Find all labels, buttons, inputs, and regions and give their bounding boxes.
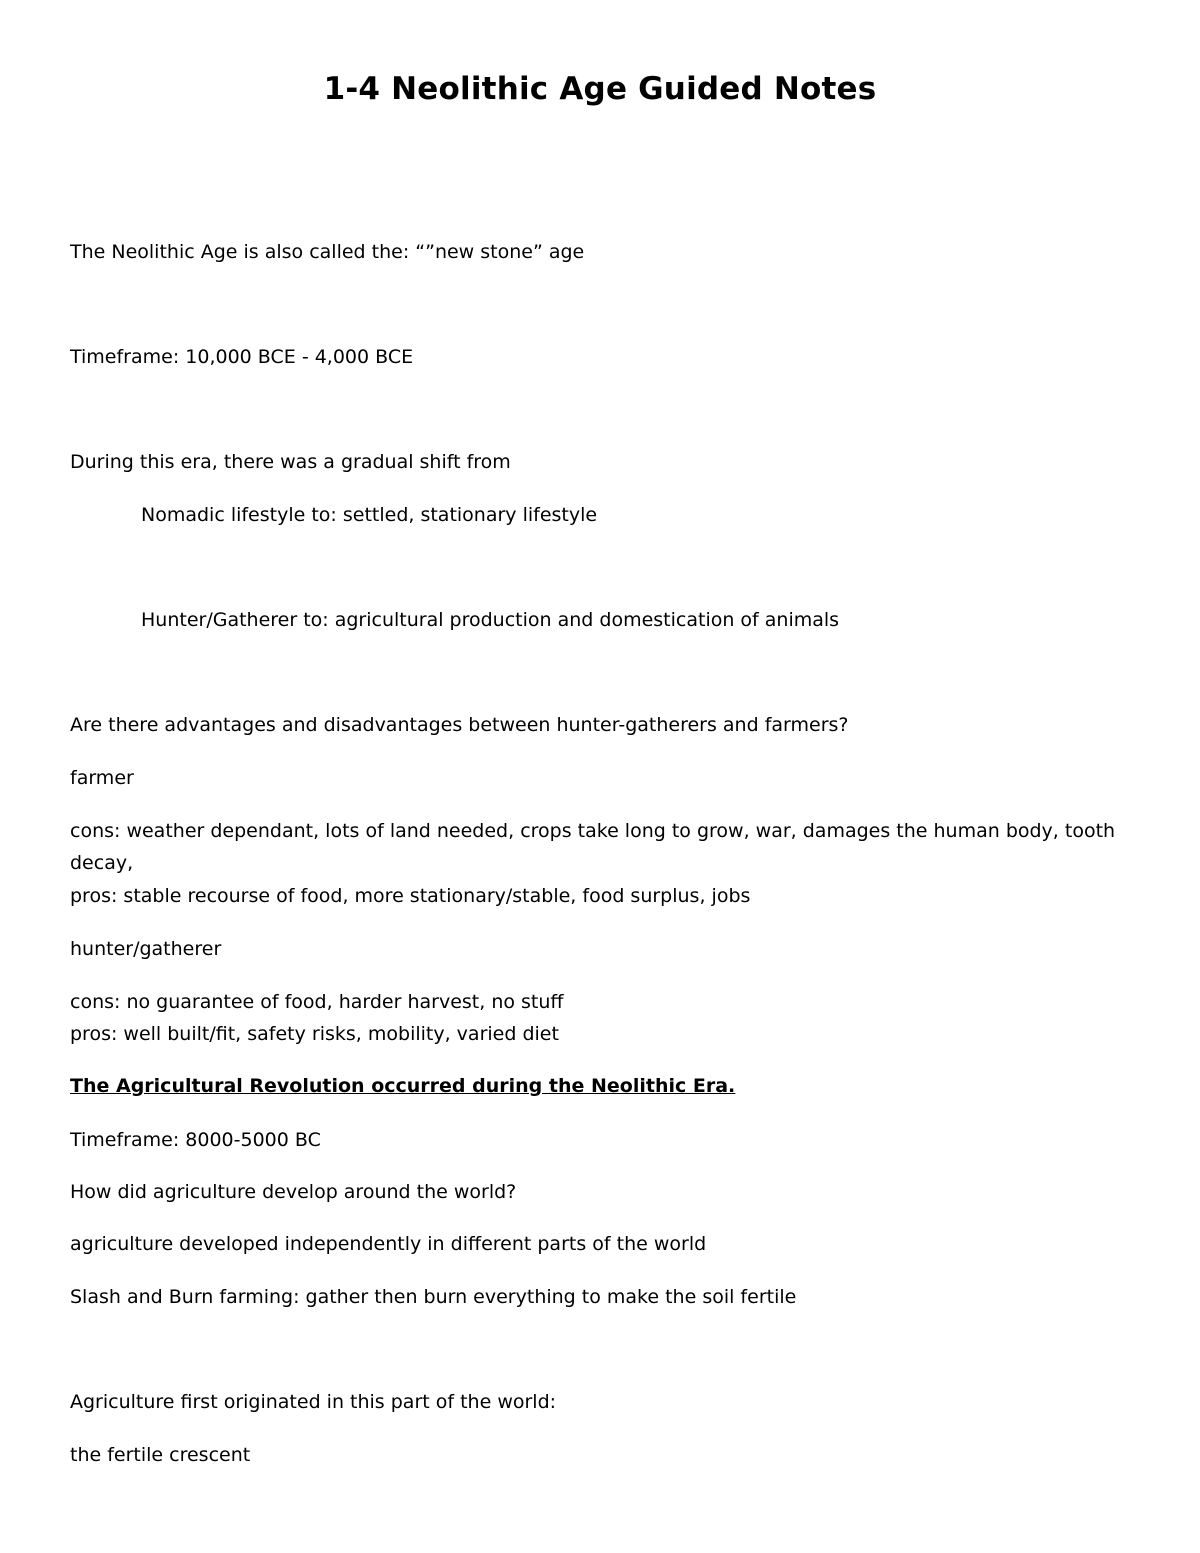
farmer-cons: cons: weather dependant, lots of land needed, crops take long to grow, war, damages the human body, tooth decay, (70, 820, 1116, 874)
note-timeframe-neolithic: Timeframe: 10,000 BCE - 4,000 BCE (70, 346, 414, 368)
note-slash-and-burn: Slash and Burn farming: gather then burn everything to make the soil fertile (70, 1286, 797, 1308)
question-advantages: Are there advantages and disadvantages between hunter-gatherers and farmers? (70, 714, 849, 736)
question-agriculture-development: How did agriculture develop around the world? (70, 1181, 517, 1203)
label-hunter-gatherer: hunter/gatherer (70, 938, 222, 960)
question-origin: Agriculture first originated in this part of the world: (70, 1391, 557, 1413)
label-farmer: farmer (70, 767, 134, 789)
hunter-gatherer-cons: cons: no guarantee of food, harder harvest, no stuff (70, 991, 564, 1013)
farmer-pros: pros: stable recourse of food, more stationary/stable, food surplus, jobs (70, 885, 751, 907)
section-heading-agricultural-revolution: The Agricultural Revolution occurred during the Neolithic Era. (70, 1075, 736, 1097)
note-shift-intro: During this era, there was a gradual shift from (70, 451, 511, 473)
answer-origin: the fertile crescent (70, 1444, 251, 1466)
hunter-gatherer-pros: pros: well built/fit, safety risks, mobility, varied diet (70, 1023, 559, 1045)
answer-agriculture-development: agriculture developed independently in different parts of the world (70, 1233, 707, 1255)
page-title: 1-4 Neolithic Age Guided Notes (323, 71, 877, 107)
note-nomadic-shift: Nomadic lifestyle to: settled, stationary lifestyle (141, 504, 598, 526)
note-also-called: The Neolithic Age is also called the: “”new stone” age (70, 241, 585, 263)
note-hunter-shift: Hunter/Gatherer to: agricultural production and domestication of animals (141, 609, 840, 631)
note-timeframe-agriculture: Timeframe: 8000-5000 BC (70, 1129, 321, 1151)
